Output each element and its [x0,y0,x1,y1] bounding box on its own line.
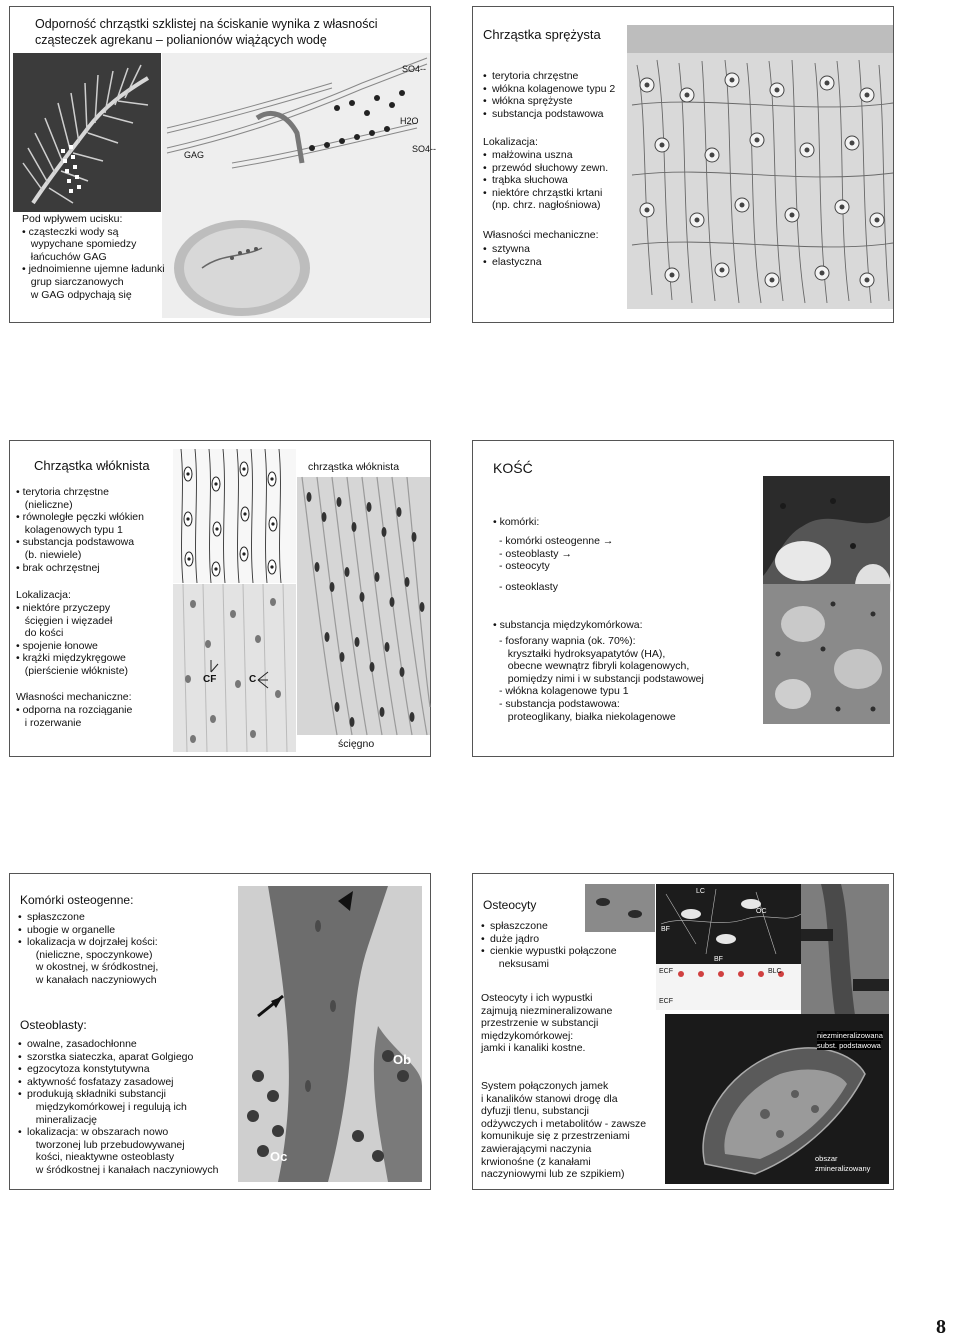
cells-label: • komórki: [493,516,540,528]
text-line: mineralizację [27,1113,98,1126]
text-line: kości, nieaktywne osteoblasty [27,1151,175,1164]
text-line: pomiędzy nimi i w substancji podstawowej [499,672,704,685]
slide-osteogenic-cells [9,873,431,1190]
diagram-label-oc: OC [756,908,767,915]
cells-list [499,535,613,573]
osteocyte-em-micrograph [665,1014,889,1184]
osteocyte-diagram [656,884,801,1010]
section-title-osteogenic: Komórki osteogenne: [20,893,134,907]
slide-aggrecan [9,6,437,323]
paragraph-1 [481,992,612,1055]
list-item: • spłaszczone [481,920,617,933]
legend-area: obszar [815,1154,838,1163]
slide-fibrocartilage [9,440,431,757]
label-cf: CF [203,674,217,685]
label-so4-right: SO4-- [412,144,437,154]
text-line: tworzonej lub przebudowywanej [27,1138,185,1151]
slide-title: Osteocyty [483,898,537,912]
slide-title: Chrząstka sprężysta [483,27,601,42]
text-line: (b. niewiele) [16,548,82,561]
slide-title-line2: cząsteczek agrekanu – polianionów wiążących wodę [35,33,327,47]
text-line: odżywczych i metabolitów - zawsze [481,1117,647,1130]
list-item: • włókna kolagenowe typu 2 [483,83,615,96]
diagram-label-bf: BF [714,956,723,963]
list-item: • cienkie wypustki połączone [481,945,617,958]
matrix-label: • substancja międzykomórkowa: [493,619,643,631]
section-title-osteoblasts: Osteoblasty: [20,1018,87,1032]
text-line [499,548,613,561]
page-number: 8 [936,1316,946,1338]
text-line: jamki i kanaliki kostne. [481,1042,586,1055]
text-line: obecne wewnątrz fibryli kolagenowych, [499,660,690,673]
list-item: • lokalizacja w dojrzałej kości: [18,936,158,949]
text-line: • odporna na rozciąganie [16,704,133,716]
text-line [499,560,613,573]
label-c: C [249,674,257,685]
diagram-label-lc: LC [696,888,705,895]
mechanics-list [483,243,542,268]
list-item: • małżowina uszna [483,149,608,162]
label-so4-top: SO4-- [402,64,427,74]
osteoblast-micrograph [238,886,422,1182]
text-line: dyfuzji tlenu, substancji [481,1105,589,1118]
localization-list [483,149,608,212]
legend-unmineralized: niezmineralizowana [817,1031,883,1040]
text-line: • równoległe pęczki włókien [16,511,144,524]
text-line: Osteocyty i ich wypustki [481,992,593,1004]
text-line: • brak ochrzęstnej [16,561,100,574]
fibrocartilage-drawing [173,449,296,583]
text-line: grup siarczanowych [22,275,124,288]
list-item: • owalne, zasadochłonne [18,1038,218,1051]
bone-micrograph-bottom [763,584,890,724]
list-item: • duże jądro [481,933,617,946]
text-line: łańcuchów GAG [22,250,107,263]
text-line: wypychane spomiedzy [22,238,137,251]
aggrecan-micrograph [13,53,161,212]
text-line: • substancja podstawowa [16,536,135,549]
list-item: • substancja podstawowa [483,108,615,121]
text-line: • spojenie łonowe [16,639,98,652]
diagram-label-blc: BLC [768,968,782,975]
list-item: • szorstka siateczka, aparat Golgiego [18,1051,218,1064]
list-item: • włókna sprężyste [483,95,615,108]
list-item: • sztywna [483,243,542,256]
text-line: w okostnej, w śródkostnej, [27,961,159,974]
text-line: przestrzenie w substancji [481,1017,599,1030]
text-line: kryształki hydroksyapatytów (HA), [499,647,666,660]
compression-text [22,213,165,301]
text-line: (nieliczne) [16,498,73,511]
list-item: • przewód słuchowy zewn. [483,162,608,175]
osteoblasts-list [18,1038,218,1177]
list-item: • elastyczna [483,256,542,269]
list-item: • lokalizacja: w obszarach nowo [18,1126,218,1139]
list-item: • spłaszczone [18,911,158,924]
text-line: w kanałach naczyniowych [27,973,157,986]
paragraph-2 [481,1080,646,1181]
localization-note: (np. chrz. nagłośniowa) [492,199,601,212]
list-item: • ubogie w organelle [18,924,158,937]
slide-title: Chrząstka włóknista [34,458,150,473]
fibrocartilage-micrograph [173,584,296,752]
slide-bone [472,440,894,757]
text-line: ścięgien i więzadeł [16,614,113,627]
text-line: - fosforany wapnia (ok. 70%): [499,635,636,647]
text-line: (nieliczne, spoczynkowe) [27,948,153,961]
text-line: krwionośne (z kanałami [481,1155,591,1168]
slide-title: Odporność chrząstki szklistej na ściskanie wynika z własności [35,17,378,31]
text-line: • krążki międzykręgowe [16,652,126,665]
text-line: i kanalików stanowi drogę dla [481,1092,618,1105]
label-h2o: H2O [400,116,419,126]
text-line: międzykomórkowej i regulują ich [27,1100,187,1113]
osteogenic-list [18,911,158,987]
matrix-list [499,635,704,723]
slide-osteocytes [472,873,894,1190]
list-item: • egzocytoza konstytutywna [18,1063,218,1076]
text-line [499,535,613,548]
text-line: w GAG odpychają się [22,288,132,301]
osteocyte-small-micrograph [585,884,655,932]
text-line: • terytoria chrzęstne [16,486,109,498]
label-oc: Oc [270,1149,288,1164]
text-line: kolagenowych typu 1 [16,523,123,536]
legend-mineralized: zmineralizowany [815,1164,871,1173]
cell-osteogenic: - komórki osteogenne [499,535,600,547]
text-line: - włókna kolagenowe typu 1 [499,685,629,698]
text-line: zawierającymi naczynia [481,1142,592,1155]
components-list [16,486,144,574]
arrow-icon: → [561,547,572,560]
slide-title: KOŚĆ [493,460,533,476]
components-list [483,70,615,120]
localization-label: Lokalizacja: [16,589,71,601]
text-line: (pierścienie włókniste) [16,664,129,677]
localization-label: Lokalizacja: [483,136,538,148]
diagram-label-ecf: ECF [659,998,673,1005]
text-line: • jednoimienne ujemne ładunki [22,263,165,276]
slide-elastic-cartilage [472,6,894,323]
text-line: komunikuje się z przestrzeniami [481,1130,630,1143]
list-item: • terytoria chrzęstne [483,70,615,83]
arrow-icon: → [602,535,614,547]
text-line: neksusami [490,957,549,970]
list-item: • trąbka słuchowa [483,174,608,187]
gag-chain-diagram [162,53,437,318]
cell-osteocytes: - osteocyty [499,560,550,573]
list-item: • aktywność fosfatazy zasadowej [18,1076,218,1089]
text-line: zajmują niezmineralizowane [481,1004,613,1017]
tendon-micrograph [297,477,430,735]
text-line: proteoglikany, białka niekolagenowe [499,710,676,723]
localization-list [16,602,128,678]
cell-osteoblasts: - osteoblasty [499,547,559,560]
text-line: • cząsteczki wody są [22,225,119,238]
mechanics-label: Własności mechaniczne: [483,229,599,241]
list-item: • niektóre chrząstki krtani [483,187,608,200]
label-ob: Ob [393,1052,412,1067]
text-line: międzykomórkowej: [481,1029,574,1042]
diagram-label-bf: BF [661,926,670,933]
text-line: do kości [16,627,64,640]
mechanics-list [16,704,132,729]
mechanics-label: Własności mechaniczne: [16,691,132,703]
text-line: • niektóre przyczepy [16,602,111,614]
photo-label-bottom: ścięgno [338,738,375,750]
text-line: - substancja podstawowa: [499,697,620,710]
label-gag: GAG [184,150,205,160]
list-item: • produkują składniki substancji [18,1088,218,1101]
text-line: w śródkostnej i kanałach naczyniowych [27,1163,219,1176]
text-line: naczyniowymi lub ze szpikiem) [481,1168,625,1181]
osteoclasts-line: - osteoklasty [499,581,558,593]
diagram-label-ecf: ECF [659,968,673,975]
elastic-cartilage-micrograph [627,25,893,309]
text-line: System połączonych jamek [481,1080,609,1092]
photo-label-top: chrząstka włóknista [308,461,400,473]
text-line: i rozerwanie [16,716,82,729]
text-line: Pod wpływem ucisku: [22,213,123,225]
legend-ground-substance: subst. podstawowa [817,1041,881,1050]
